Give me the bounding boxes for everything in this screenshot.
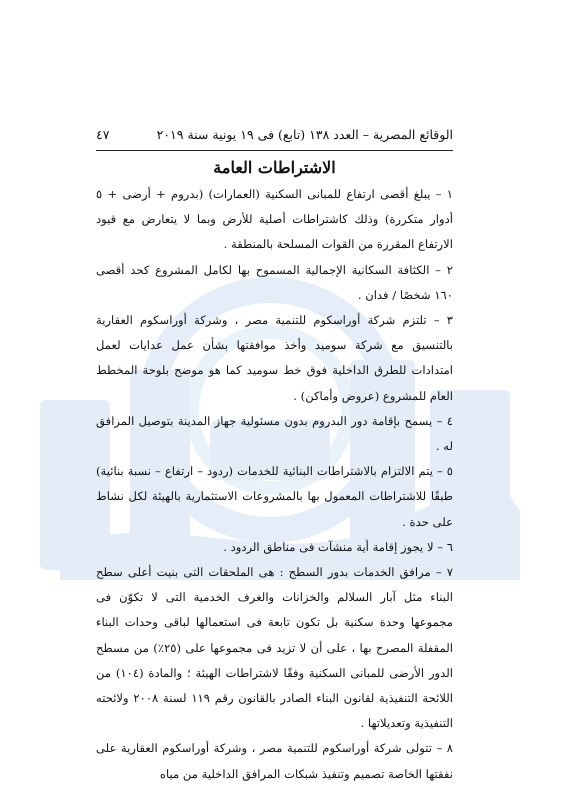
clause-7: ٧ – مرافق الخدمات بدور السطح : هى الملحقات التى بنيت أعلى سطح البناء مثل آبار السلالم والخزانات والغرف الخدمية التى لا تكوّن فى مجموعها وحدة سكنية بل تكون تابعة فى استعمالها لباقى وحدات البناء المقفلة المصرح بها ، على أن لا تزيد فى مجموعها على (٢٥٪) من مسطح الدور الأرضى للمبانى السكنية وفقًا لاشتراطات الهيئة ؛ والمادة (١٠٤) من اللائحة التنفيذية لقانون البناء الصادر بالقانون رقم ١١٩ لسنة ٢٠٠٨ ولائحته التنفيذية وتعديلاتها .: [96, 565, 454, 731]
clause-1: ١ – يبلغ أقصى ارتفاع للمبانى السكنية (العمارات) (بدروم + أرضى + ٥ أدوار متكررة) وذلك كاشتراطات أصلية للأرض وبما لا يتعارض مع قيود الارتفاع المقررة من القوات المسلحة بالمنطقة .: [96, 187, 453, 252]
clause-2: ٢ – الكثافة السكانية الإجمالية المسموح بها لكامل المشروع كحد أقصى ١٦٠ شخصًا / فدان .: [96, 262, 453, 302]
clause-6: ٦ – لا يجوز إقامة أية منشآت فى مناطق الردود .: [223, 539, 453, 554]
section-title: الاشتراطات العامة: [213, 158, 336, 177]
clause-5: ٥ – يتم الالتزام بالاشتراطات البنائية للخدمات (ردود – ارتفاع – نسبة بنائية) طبقًا للاشتراطات المعمول بها بالمشروعات الاستثمارية بالهيئة لكل نشاط على حدة .: [96, 464, 453, 529]
page-number: ٤٧: [96, 126, 110, 142]
clause-8: ٨ – تتولى شركة أوراسكوم للتنمية مصر ، وشركة أوراسكوم العقارية على نفقتها الخاصة تصميم وتنفيذ شبكات المرافق الداخلية من مياه: [96, 741, 453, 781]
page-header: [96, 124, 453, 144]
clause-3: ٣ – تلتزم شركة أوراسكوم للتنمية مصر ، وشركة أوراسكوم العقارية بالتنسيق مع شركة سوميد وأخذ موافقتها بشأن عمل عدايات لعمل امتدادات للطرق الداخلية فوق خط سوميد كما هو موضح بلوحة المخطط العام للمشروع (عروض وأماكن) .: [96, 313, 453, 403]
clauses-body: [96, 182, 453, 787]
clause-4: ٤ – يسمح بإقامة دور البدروم بدون مسئولية جهاز المدينة بتوصيل المرافق له .: [96, 413, 453, 454]
running-title: الوقائع المصرية – العدد ١٣٨ (تابع) فى ١٩ يونية سنة ٢٠١٩: [156, 126, 453, 142]
header-divider: [96, 150, 453, 151]
